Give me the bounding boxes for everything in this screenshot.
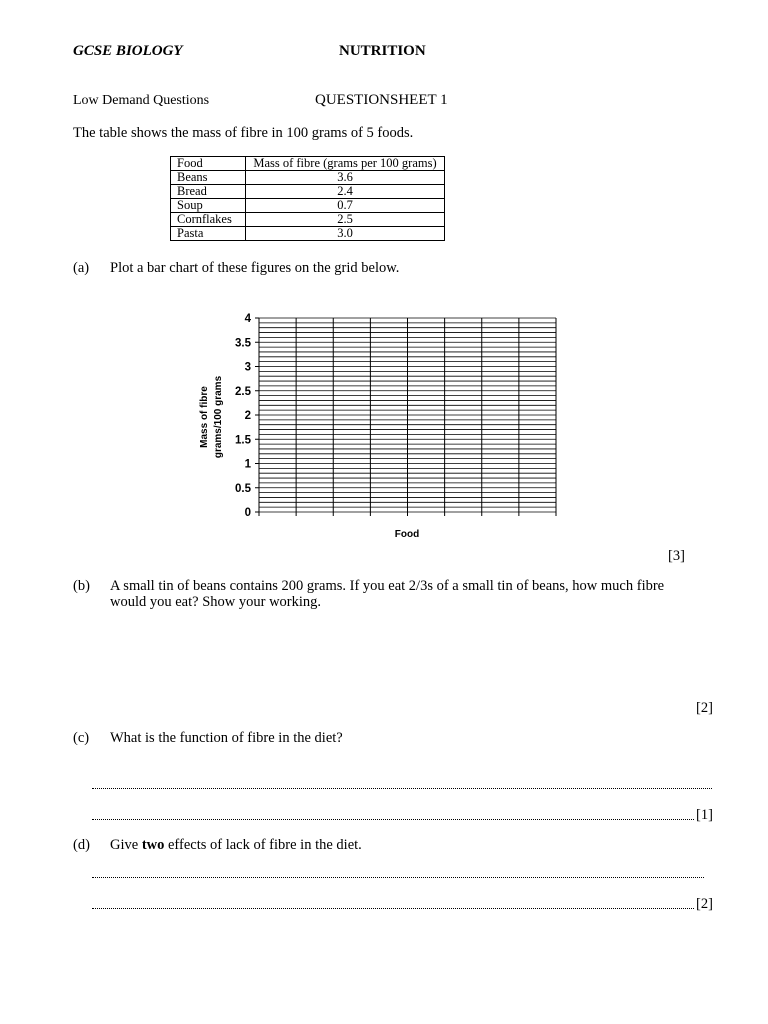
table-row (171, 185, 445, 199)
question-a-text: Plot a bar chart of these figures on the grid below. (110, 260, 400, 276)
fibre-table (170, 156, 445, 241)
table-cell-mass: 0.7 (246, 199, 445, 213)
y-tick-label: 1 (244, 458, 251, 471)
answer-line-d1[interactable] (92, 877, 704, 878)
table-cell-food: Pasta (171, 227, 246, 241)
table-header-row (171, 157, 445, 171)
question-a-label: (a) (73, 260, 90, 276)
answer-line-c1[interactable] (92, 788, 712, 789)
bar-chart-grid[interactable] (190, 305, 570, 545)
table-cell-mass: 2.5 (246, 213, 445, 227)
question-b-marks: [2] (696, 700, 713, 716)
y-tick-label: 0 (244, 507, 251, 519)
question-d-text-pre: Give (110, 837, 142, 853)
y-tick-label: 3 (244, 361, 251, 374)
table-row (171, 227, 445, 241)
sheet-title: QUESTIONSHEET 1 (315, 92, 448, 108)
question-c-label: (c) (73, 730, 90, 746)
y-axis-label-line2: grams/100 grams (213, 375, 224, 459)
y-axis-label-line1: Mass of fibre (199, 386, 210, 448)
answer-line-c2[interactable] (92, 819, 694, 820)
question-c-marks: [1] (696, 807, 713, 823)
y-tick-label: 4 (244, 313, 251, 325)
y-tick-label: 2.5 (235, 385, 251, 398)
table-row (171, 199, 445, 213)
intro-text: The table shows the mass of fibre in 100 grams of 5 foods. (73, 125, 414, 141)
table-cell-mass: 3.6 (246, 171, 445, 185)
question-b-line1: A small tin of beans contains 200 grams. If you eat 2/3s of a small tin of beans, how much fibre (110, 578, 665, 594)
table-cell-food: Beans (171, 171, 246, 185)
table-row (171, 213, 445, 227)
question-d-text (110, 837, 362, 853)
question-d-marks: [2] (696, 896, 713, 912)
question-d-text-post: effects of lack of fibre in the diet. (164, 837, 362, 853)
y-tick-label: 2 (244, 410, 251, 422)
topic-title: NUTRITION (339, 43, 426, 59)
table-cell-mass: 2.4 (246, 185, 445, 199)
question-b-line2: would you eat? Show your working. (110, 594, 322, 610)
question-c-text: What is the function of fibre in the diet? (110, 730, 343, 746)
table-cell-food: Soup (171, 199, 246, 213)
y-tick-label: 0.5 (235, 482, 251, 495)
x-axis-label: Food (394, 529, 420, 540)
answer-line-d2[interactable] (92, 908, 694, 909)
table-row (171, 171, 445, 185)
question-d-text-bold: two (141, 837, 165, 853)
table-cell-food: Bread (171, 185, 246, 199)
y-axis-ticks (235, 313, 259, 519)
y-tick-label: 1.5 (235, 434, 251, 447)
table-header-food: Food (171, 157, 246, 171)
subject-title: GCSE BIOLOGY (73, 43, 183, 59)
question-b-label: (b) (73, 578, 90, 594)
grid-lines (259, 318, 556, 516)
y-tick-label: 3.5 (235, 337, 251, 350)
table-header-mass: Mass of fibre (grams per 100 grams) (246, 157, 445, 171)
demand-level: Low Demand Questions (73, 93, 210, 108)
question-a-marks: [3] (668, 548, 685, 564)
question-d-label: (d) (73, 837, 90, 853)
table-cell-mass: 3.0 (246, 227, 445, 241)
table-cell-food: Cornflakes (171, 213, 246, 227)
